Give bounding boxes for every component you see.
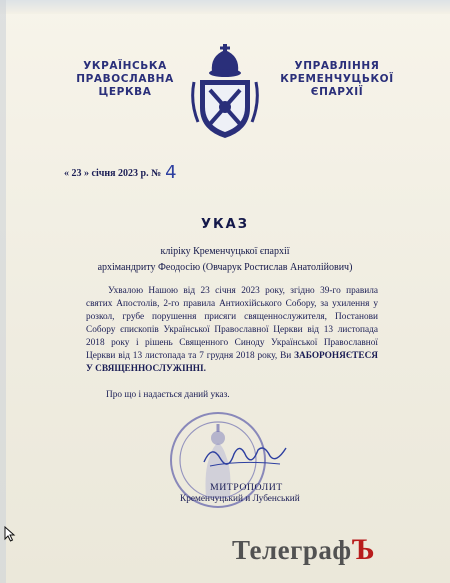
- header-left-line2: ПРАВОСЛАВНА ЦЕРКВА: [76, 73, 174, 98]
- scan-edge-left: [0, 0, 6, 583]
- watermark: [232, 533, 375, 567]
- watermark-text: Телеграф: [232, 535, 352, 565]
- order-number: 4: [165, 162, 177, 183]
- header-right-line2: КРЕМЕНЧУЦЬКОЇ ЄПАРХІЇ: [280, 73, 394, 98]
- mouse-cursor-icon: [4, 526, 16, 542]
- signatory-title: МИТРОПОЛИТ: [210, 482, 283, 493]
- document-body: [86, 285, 378, 376]
- watermark-end: Ъ: [351, 533, 376, 566]
- body-paragraph: [86, 285, 378, 376]
- header-left: [50, 60, 200, 99]
- signature-icon: [200, 438, 290, 472]
- body-emphasis: ЗАБОРОНЯЄТЕСЯ У СВЯЩЕННОСЛУЖІННІ.: [86, 351, 378, 374]
- addressee-line1: кліріку Кременчуцької єпархії: [160, 246, 290, 257]
- scan-edge-top: [0, 0, 450, 14]
- body-text: Ухвалою Нашою від 23 січня 2023 року, згідно 39-го правила святих Апостолів, 2-го правила Антиохійського Собору, за ухилення у розкол, грубе порушення присяги священнослужителя, Постанови Собору єпископів Української Православної Церкви від 13 листопада 2018 року і рішень Священного Синоду Української Православної Церкви від 13 листопада та 7 грудня 2018 року, Ви: [86, 286, 378, 361]
- date-line: [64, 160, 177, 181]
- addressee-line2: архімандриту Феодосію (Овчарук Ростислав Анатолійович): [97, 262, 353, 273]
- signatory-subtitle: Кременчуцький и Лубенський: [180, 494, 300, 504]
- church-emblem-icon: [190, 42, 260, 142]
- header-right: [262, 60, 412, 99]
- document-title: УКАЗ: [201, 217, 249, 232]
- header-right-line1: УПРАВЛІННЯ: [294, 60, 380, 72]
- closing-line: Про що і надається даний указ.: [106, 390, 230, 400]
- header-left-line1: УКРАЇНСЬКА: [83, 60, 167, 72]
- date-printed: « 23 » січня 2023 р. №: [64, 168, 162, 179]
